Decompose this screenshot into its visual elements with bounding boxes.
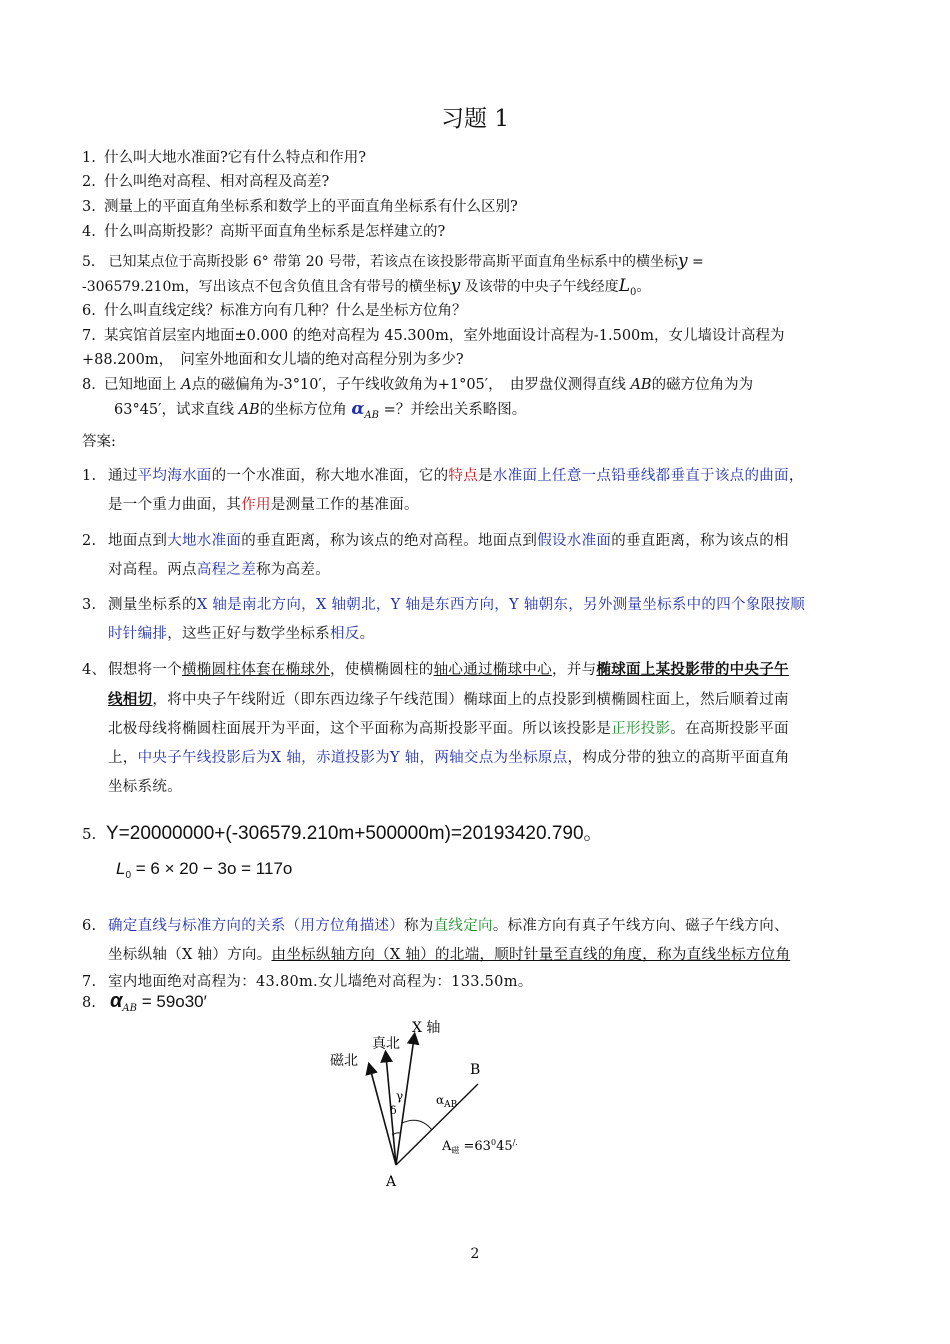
answers-label: 答案: [82, 434, 116, 450]
question-3: 3. 测量上的平面直角坐标系和数学上的平面直角坐标系有什么区别? [82, 199, 518, 215]
page-number: 2 [470, 1246, 480, 1262]
question-4: 4. 什么叫高斯投影？高斯平面直角坐标系是怎样建立的? [82, 224, 446, 240]
alpha-arc [402, 1120, 432, 1130]
point-a-label: A [386, 1174, 397, 1190]
question-2: 2. 什么叫绝对高程、相对高程及高差? [82, 174, 330, 190]
question-7: 7. 某宾馆首层室内地面±0.000 的绝对高程为 45.300m，室外地面设计高程为-1.500m，女儿墙设计高程为 +88.200m， 问室外地面和女儿墙的绝对高程分别为多少? [82, 328, 785, 368]
answer-4: 4、 假想将一个横椭圆柱体套在椭球外，使横椭圆柱的轴心通过椭球中心，并与椭球面上某投影带的中央子午 线相切，将中央子午线附近（即东西边缘子午线范围）椭球面上的点投影到横椭圆柱面上，然后顺着过南 北极母线将椭圆柱面展开为平面，这个平面称为高斯投影平面。所以该投影是正形投影。在高斯投影平面 上，中央子午线投影后为X 轴，赤道投影为Y 轴，两轴交点为坐标原点，构成分带的独立的高斯平面直角 坐标系统。 [82, 661, 790, 795]
question-1: 1. 什么叫大地水准面?它有什么特点和作用? [82, 150, 367, 166]
delta-label: δ [390, 1104, 397, 1117]
alpha-label: $\alpha_{AB}$ [436, 1093, 458, 1110]
true-north-label: 真北 [372, 1036, 400, 1052]
point-b-label: B [470, 1062, 481, 1078]
question-5: 5． 已知某点位于高斯投影 6° 带第 20 号带，若该点在该投影带高斯平面直角坐标系中的横坐标y = -306579.210m，写出该点不包含负值且含有带号的横坐标y 及该带的中央子午线经度$L_0$。 [82, 251, 704, 298]
answer-2: 2. 地面点到大地水准面的垂直距离，称为该点的绝对高程。地面点到假设水准面的垂直距离，称为该点的相 对高程。两点高程之差称为高差。 [82, 533, 789, 578]
answer-6: 6. 确定直线与标准方向的关系（用方位角描述）称为直线定向。标准方向有真子午线方向、磁子午线方向、 坐标纵轴（X 轴）方向。由坐标纵轴方向（X 轴）的北端，顺时针量至直线的角度，称为直线坐标方位角 [82, 918, 791, 963]
azimuth-diagram [300, 1010, 560, 1195]
question-8: 8．已知地面上 A点的磁偏角为-3°10′，子午线收敛角为+1°05′， 由罗盘仪测得直线 AB的磁方位角为为 63°45′，试求直线 AB的坐标方位角 $\alpha_{AB}$ =？并绘出关系略图。 [82, 377, 754, 421]
magnetic-north-label: 磁北 [330, 1053, 358, 1069]
answer-3: 3. 测量坐标系的X 轴是南北方向，X 轴朝北，Y 轴是东西方向，Y 轴朝东，另外测量坐标系中的四个象限按顺 时针编排，这些正好与数学坐标系相反。 [82, 597, 806, 642]
gamma-label: γ [396, 1089, 404, 1103]
answer-7: 7. 室内地面绝对高程为：43.80m.女儿墙绝对高程为：133.50m。 [82, 974, 533, 990]
question-6: 6. 什么叫直线定线？标准方向有几种？什么是坐标方位角？ [82, 303, 467, 319]
answer-8: 8. $\alpha_{AB} = 59o30'$ [82, 990, 207, 1014]
x-axis-label: X 轴 [412, 1020, 441, 1036]
magnetic-azimuth-label: $A_磁 =63^045^{/.}$ [442, 1138, 518, 1155]
answer-5: 5. Y=20000000+(-306579.210m+500000m)=20193420.790。 $L_0 = 6 \times 20 - 3o = 117o$ [82, 823, 603, 881]
page-title: 习题 1 [441, 106, 509, 132]
answer-1: 1. 通过平均海水面的一个水准面，称大地水准面，它的特点是水准面上任意一点铅垂线都垂直于该点的曲面， 是一个重力曲面，其作用是测量工作的基准面。 [82, 468, 804, 513]
